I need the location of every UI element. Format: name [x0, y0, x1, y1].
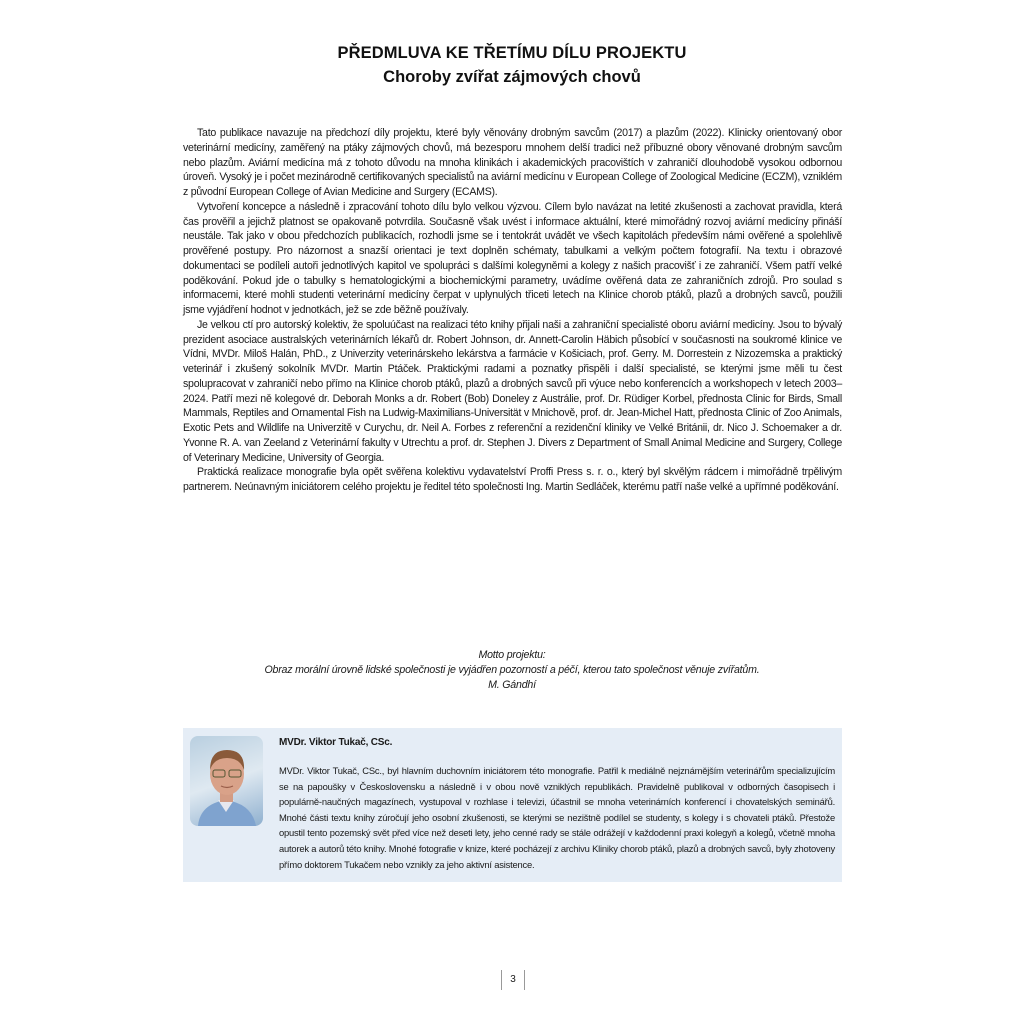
author-bio-box	[183, 728, 842, 882]
page-number: 3	[501, 970, 525, 990]
motto-quote: Obraz morální úrovně lidské společnosti je vyjádřen pozorností a péčí, kterou tato společnost věnuje zvířatům.	[264, 664, 760, 676]
motto	[0, 648, 1024, 693]
author-name: MVDr. Viktor Tukač, CSc.	[279, 737, 393, 748]
author-bio-text: MVDr. Viktor Tukač, CSc., byl hlavním duchovním iniciátorem této monografie. Patřil k mediálně nejznámějším veterinářům specializujícím se na papoušky v Československu a následně i v obou nově vzniklých republikách. Pravidelně publikoval v odborných časopisech i populárně-naučných magazínech, vystupoval v rozhlase i televizi, účastnil se mnoha veterinárních konferencí i chovatelských seminářů. Mnohé části textu knihy zúročují jeho osobní zkušenosti, se kterými se nezištně podílel se studenty, s kolegy i s chovateli ptáků. Přestože opustil tento pozemský svět před více než deseti lety, jeho cenné rady se stále odrážejí v každodenní praxi kolegyň a kolegů, včetně mnoha autorek a autorů této knihy. Mnohé fotografie v knize, které pocházejí z archivu Kliniky chorob ptáků, plazů a drobných savců, byly zhotoveny přímo doktorem Tukačem nebo vznikly za jeho aktivní asistence.	[279, 765, 835, 870]
author-photo	[190, 736, 263, 826]
page-title: PŘEDMLUVA KE TŘETÍMU DÍLU PROJEKTU	[337, 44, 687, 62]
paragraph: Tato publikace navazuje na předchozí díly projektu, které byly věnovány drobným savcům (2017) a plazům (2022). Klinicky orientovaný obor veterinární medicíny, zaměřený na ptáky zájmových chovů, má bezesporu mnohem delší tradici než příbuzné obory věnované drobným savcům nebo plazům. Aviární medicína má z tohoto důvodu na mnoha klinikách i akademických pracovištích v zahraničí dlouhodobě vysokou odbornou úroveň. Vysoký je i počet mezinárodně certifikovaných specialistů na aviární medicínu v European College of Zoological Medicine (ECZM), vzniklém z původní European College of Avian Medicine and Surgery (ECAMS).	[183, 127, 842, 198]
preface-body	[183, 126, 842, 495]
paragraph: Praktická realizace monografie byla opět svěřena kolektivu vydavatelství Proffi Press s. r. o., který byl skvělým rádcem i mimořádně trpělivým partnerem. Neúnavným iniciátorem celého projektu je ředitel této společnosti Ing. Martin Sedláček, kterému patří naše velké a upřímné poděkování.	[183, 466, 842, 493]
motto-label: Motto projektu:	[478, 649, 546, 661]
paragraph: Je velkou ctí pro autorský kolektiv, že spoluúčast na realizaci této knihy přijali naši a zahraniční specialisté oboru aviární medicíny. Jsou to bývalý prezident asociace australských veterinárních lékařů dr. Robert Johnson, dr. Annett-Carolin Häbich působící v současnosti na soukromé klinice ve Vídni, MVDr. Miloš Halán, PhD., z Univerzity veterinárskeho lekárstva a farmácie v Košiciach, prof. Gerry. M. Dorrestein z Nizozemska a praktický veterinář i zkušený sokolník MVDr. Martin Ptáček. Praktickými radami a poznatky přispěli i další specialisté, se kterými jsme měli tu čest spolupracovat v zahraničí nebo přímo na Klinice chorob ptáků, plazů a drobných savců při výuce nebo konferencích a workshopech v letech 2003–2024. Patří mezi ně kolegové dr. Deborah Monks a dr. Robert (Bob) Doneley z Austrálie, prof. Dr. Rüdiger Korbel, přednosta Clinic for Birds, Small Mammals, Reptiles and Ornamental Fish na Ludwig-Maximilians-Universität v Mnichově, prof. dr. Jean-Michel Hatt, přednosta Clinic of Zoo Animals, Exotic Pets and Wildlife na Univerzitě v Curychu, dr. Neil A. Forbes z referenční a rezidenční kliniky ve Velké Británii, dr. Nico J. Schoemaker a dr. Yvonne R. A. van Zeeland z Veterinární fakulty v Utrechtu a prof. dr. Stephen J. Divers z Department of Small Animal Medicine and Surgery, College of Veterinary Medicine, University of Georgia.	[183, 318, 842, 464]
motto-author: M. Gándhí	[488, 679, 536, 691]
page-subtitle: Choroby zvířat zájmových chovů	[383, 68, 641, 86]
paragraph: Vytvoření koncepce a následně i zpracování tohoto dílu bylo velkou výzvou. Cílem bylo navázat na letité zkušenosti a zachovat pravidla, která čas prověřil a jejichž platnost se opakovaně potvrdila. Současně však uvést i informace aktuální, které mimořádný rozvoj aviární medicíny přináší neustále. Tak jako v obou předchozích publikacích, rozhodli jsme se i tentokrát uvádět ve všech kapitolách především námi ověřené a spolehlivě prověřené postupy. Pro názornost a snazší orientaci je text doplněn schématy, tabulkami a velkým počtem fotografií. Na textu i obrazové dokumentaci se podíleli autoři jednotlivých kapitol ve spolupráci s dalšími kolegyněmi a kolegy z našich pracovišť i ze zahraničí. Všem patří velké poděkování. Pokud jde o tabulky s hematologickými a biochemickými parametry, uvádíme ověřená data ze zahraničních zdrojů. Pro soulad s informacemi, které mohli studenti veterinární medicíny čerpat v uplynulých třiceti letech na Klinice chorob ptáků, plazů a drobných savců, použili jsme vyjádření hodnot v jednotkách, jež se zde běžně používaly.	[183, 200, 842, 316]
